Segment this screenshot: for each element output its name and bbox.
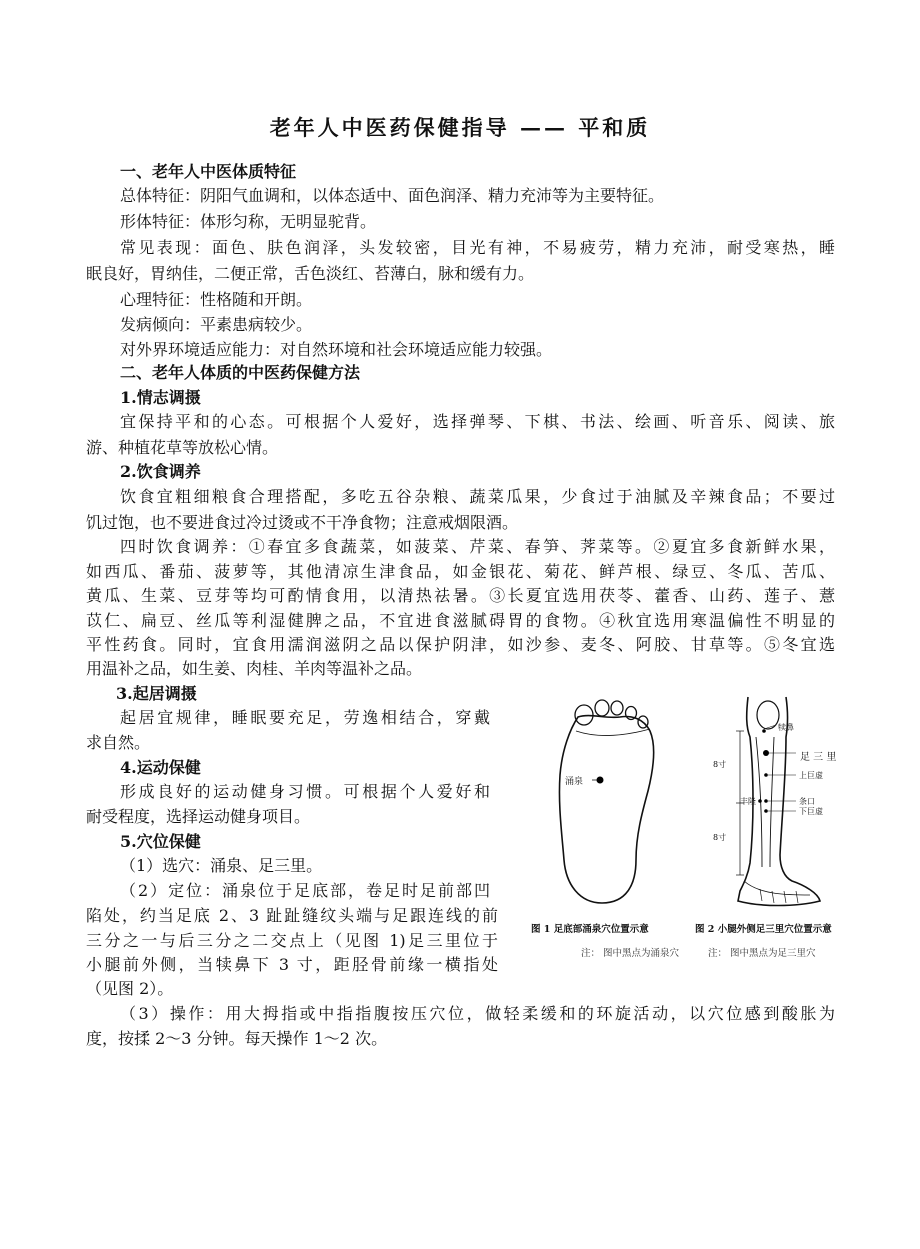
sub2-heading: 2.饮食调养 xyxy=(120,462,201,481)
page-title: 老年人中医药保健指导 —— 平和质 xyxy=(269,115,651,140)
sub3-heading: 3.起居调摄 xyxy=(116,684,197,703)
p3-b: 如西瓜、番茄、菠萝等，其他清凉生津食品，如金银花、菊花、鲜芦根、绿豆、冬瓜、苦瓜、 xyxy=(86,562,835,581)
fig1-note: 注： 图中黑点为涌泉穴 xyxy=(581,948,680,959)
p5-b: 耐受程度，选择运动健身项目。 xyxy=(86,807,311,826)
p7-c: 三分之一与后三分之二交点上（见图 1)足三里位于 xyxy=(86,931,498,950)
foot-sole-figure xyxy=(540,695,675,910)
fig2-label-tiaokou: 条口 xyxy=(799,797,815,806)
p3-a: 四时饮食调养：①春宜多食蔬菜，如菠菜、芹菜、春笋、荠菜等。②夏宜多食新鲜水果， xyxy=(120,537,835,556)
fig2-label-shangjuxu: 上巨虚 xyxy=(799,771,823,780)
fig2-label-8cun-lower: 8寸 xyxy=(713,833,727,842)
p3-e: 平性药食。同时，宜食用濡润滋阴之品以保护阴津，如沙参、麦冬、阿胶、甘草等。⑤冬宜选 xyxy=(86,635,835,654)
s1-adapt: 对外界环境适应能力：对自然环境和社会环境适应能力较强。 xyxy=(120,340,553,359)
fig2-label-xiajuxu: 下巨虚 xyxy=(799,807,823,816)
p2-b: 饥过饱，也不要进食过冷过烫或不干净食物；注意戒烟限酒。 xyxy=(86,513,519,532)
p6: （1）选穴：涌泉、足三里。 xyxy=(120,856,323,875)
p7-e: （见图 2）。 xyxy=(86,979,174,998)
s1-overall: 总体特征：阴阳气血调和，以体态适中、面色润泽、精力充沛等为主要特征。 xyxy=(120,186,665,205)
p7-b: 陷处，约当足底 2、3 趾趾缝纹头端与足跟连线的前 xyxy=(86,906,498,925)
p7-a: （2）定位：涌泉位于足底部，卷足时足前部凹 xyxy=(120,881,490,900)
p3-f: 用温补之品，如生姜、肉桂、羊肉等温补之品。 xyxy=(86,659,423,678)
fig2-caption: 图 2 小腿外侧足三里穴位置示意 xyxy=(695,924,832,935)
p8-a: （3）操作：用大拇指或中指指腹按压穴位，做轻柔缓和的环旋活动，以穴位感到酸胀为 xyxy=(120,1004,835,1023)
p4-a: 起居宜规律，睡眠要充足，劳逸相结合，穿戴 xyxy=(120,708,490,727)
fig2-label-fenglong: 丰隆 xyxy=(740,797,756,806)
fig2-label-zusanli: 足 三 里 xyxy=(800,752,837,763)
p7-d: 小腿前外侧，当犊鼻下 3 寸，距胫骨前缘一横指处 xyxy=(86,955,498,974)
section1-heading: 一、老年人中医体质特征 xyxy=(120,162,297,181)
fig2-note: 注： 图中黑点为足三里穴 xyxy=(708,948,816,959)
s1-common-b: 眠良好，胃纳佳，二便正常，舌色淡红、苔薄白，脉和缓有力。 xyxy=(86,264,535,283)
s1-psych: 心理特征：性格随和开朗。 xyxy=(120,290,313,309)
p8-b: 度，按揉 2～3 分钟。每天操作 1～2 次。 xyxy=(86,1029,388,1048)
yongquan-point xyxy=(597,777,604,784)
fig2-label-8cun-upper: 8寸 xyxy=(713,760,727,769)
fig2-label-dubi: 犊鼻 xyxy=(778,723,794,732)
fig1-caption: 图 1 足底部涌泉穴位置示意 xyxy=(531,924,649,935)
p3-c: 黄瓜、生菜、豆芽等均可酌情食用，以清热祛暑。③长夏宜选用茯苓、藿香、山药、莲子、薏 xyxy=(86,586,835,605)
sub5-heading: 5.穴位保健 xyxy=(120,832,201,851)
p1-b: 游、种植花草等放松心情。 xyxy=(86,438,279,457)
p5-a: 形成良好的运动健身习惯。可根据个人爱好和 xyxy=(120,782,490,801)
p1-a: 宜保持平和的心态。可根据个人爱好，选择弹琴、下棋、书法、绘画、听音乐、阅读、旅 xyxy=(120,412,835,431)
s1-disease: 发病倾向：平素患病较少。 xyxy=(120,315,313,334)
p4-b: 求自然。 xyxy=(86,733,151,752)
section2-heading: 二、老年人体质的中医药保健方法 xyxy=(120,363,361,382)
sub1-heading: 1.情志调摄 xyxy=(120,388,201,407)
s1-common-a: 常见表现：面色、肤色润泽，头发较密，目光有神，不易疲劳，精力充沛，耐受寒热，睡 xyxy=(120,238,835,257)
p2-a: 饮食宜粗细粮食合理搭配，多吃五谷杂粮、蔬菜瓜果，少食过于油腻及辛辣食品；不要过 xyxy=(120,487,835,506)
p3-d: 苡仁、扁豆、丝瓜等利湿健脾之品，不宜进食滋腻碍胃的食物。④秋宜选用寒温偏性不明显的 xyxy=(86,611,835,630)
sub4-heading: 4.运动保健 xyxy=(120,758,201,777)
zusanli-point xyxy=(763,750,769,756)
fig1-point-label: 涌泉 xyxy=(565,777,584,787)
s1-body-shape: 形体特征：体形匀称，无明显驼背。 xyxy=(120,212,377,231)
